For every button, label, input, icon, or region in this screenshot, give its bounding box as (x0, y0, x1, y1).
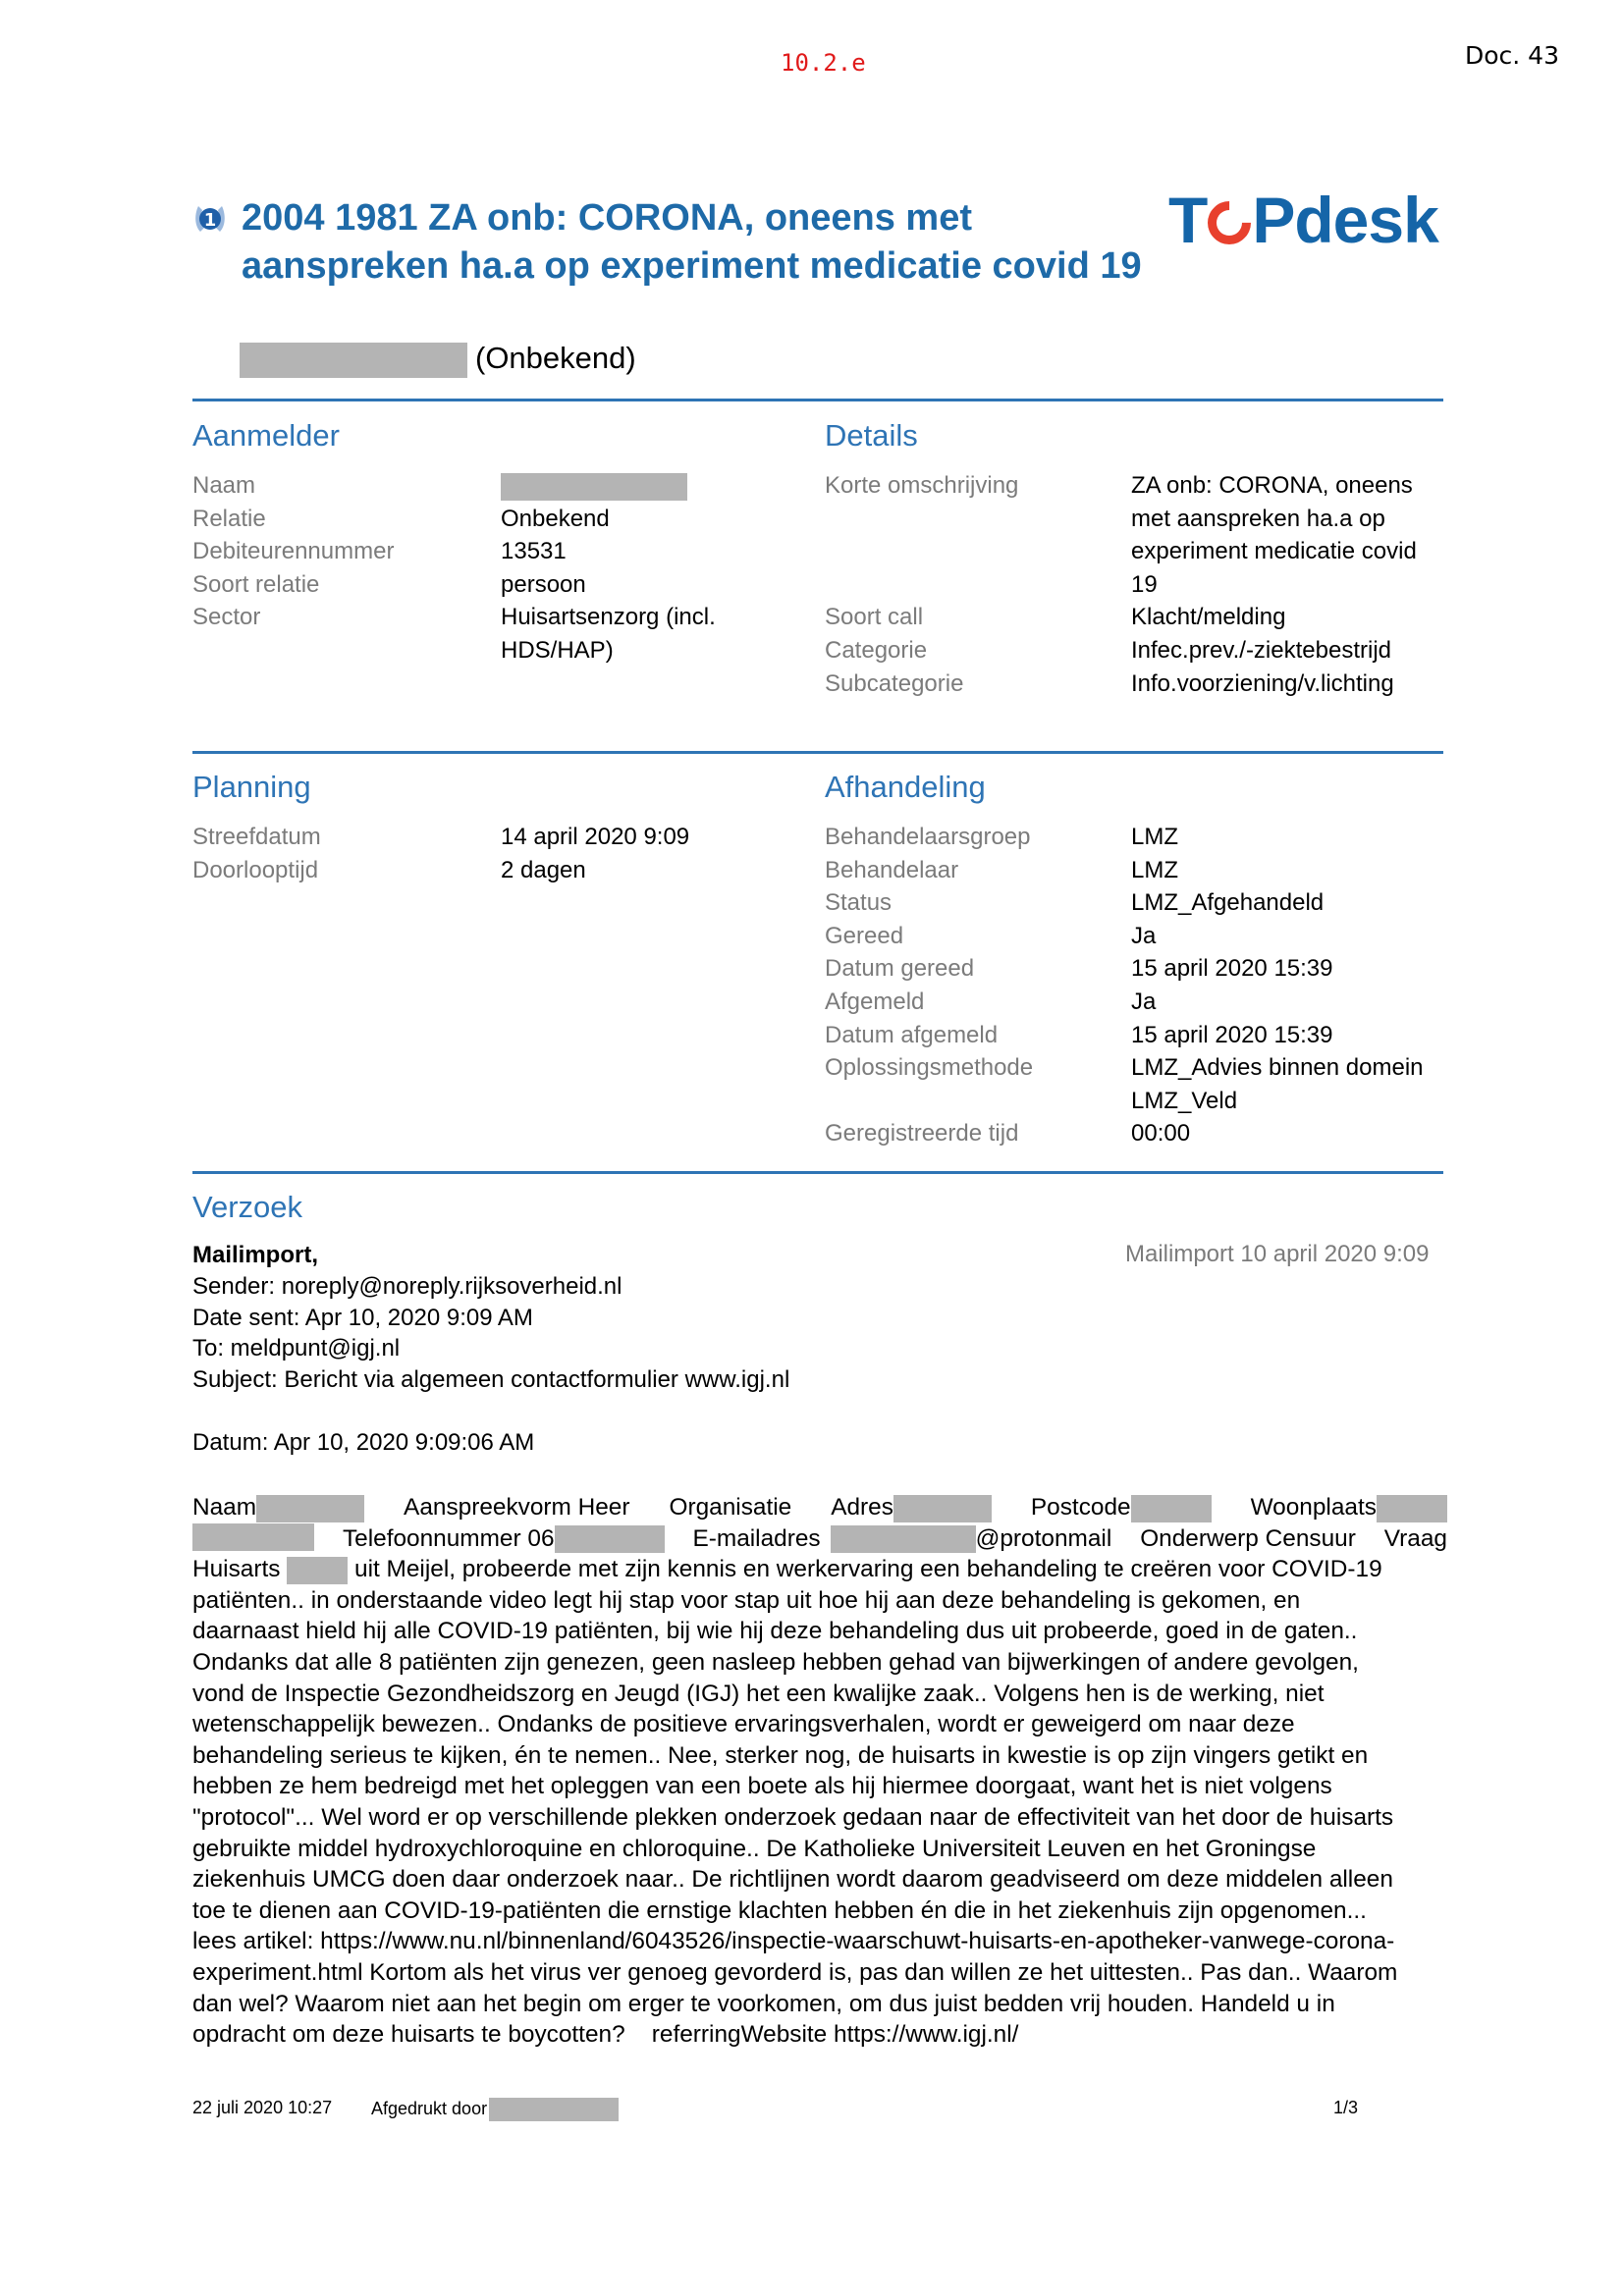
footer-print-date: 22 juli 2020 10:27 (192, 2098, 333, 2117)
form-line: Telefoonnummer 06 E-mailadres @protonmail Onderwerp Censuur Vraag (192, 1523, 1447, 1555)
aanmelder-heading: Aanmelder (192, 418, 340, 453)
svg-text:1: 1 (203, 210, 217, 231)
redacted-caller-name (240, 343, 467, 378)
afhandeling-heading: Afhandeling (825, 770, 986, 804)
aanmelder-fields (192, 469, 782, 667)
section-divider (192, 1171, 1443, 1174)
field-sector: Sector Huisartsenzorg (incl. HDS/HAP) (192, 604, 716, 664)
field-subcategorie: Subcategorie Info.voorziening/v.lichting (825, 669, 1394, 697)
field-naam: Naam (192, 469, 782, 503)
redacted-huisarts (287, 1557, 348, 1584)
body-line: vond de Inspectie Gezondheidszorg en Jeugd (IGJ) het een kwalijke zaak.. Volgens hen is de werking, niet (192, 1680, 1325, 1707)
body-line: experiment.html Kortom als het virus ver genoeg gevorderd is, pas dan willen ze het uittesten.. Pas dan.. Waarom (192, 1958, 1398, 1986)
details-heading: Details (825, 418, 918, 453)
afhandeling-fields (825, 821, 1453, 1150)
field-soort-relatie: Soort relatie persoon (192, 570, 586, 598)
field-behandelaar: Behandelaar LMZ (825, 856, 1178, 883)
field-streefdatum: Streefdatum 14 april 2020 9:09 (192, 824, 690, 850)
verzoek-heading: Verzoek (192, 1190, 303, 1224)
mail-date-sent: Date sent: Apr 10, 2020 9:09 AM (192, 1304, 533, 1331)
doc-number: Doc. 43 (1465, 41, 1559, 70)
field-datum-afgemeld: Datum afgemeld 15 april 2020 15:39 (825, 1021, 1333, 1048)
planning-heading: Planning (192, 770, 311, 804)
mail-subject: Subject: Bericht via algemeen contactformulier www.igj.nl (192, 1366, 790, 1394)
ticket-priority-icon (192, 202, 228, 238)
field-gereed: Gereed Ja (825, 922, 1157, 949)
redacted-woonplaats (1377, 1495, 1447, 1522)
topdesk-logo: T Pdesk (1168, 184, 1438, 256)
form-line: Naam Aanspreekvorm Heer Organisatie Adres Postcode Woonplaats (192, 1492, 1447, 1523)
body-line: ziekenhuis UMCG doen daar onderzoek naar.. De richtlijnen wordt daarom geadviseerd om deze middelen alleen (192, 1866, 1393, 1894)
page-code: 10.2.e (781, 49, 866, 77)
redacted-naam (256, 1495, 364, 1522)
body-line: behandeling serieus te kijken, én te nemen.. Nee, sterker nog, de huisarts in kwestie is op zijn vingers getikt en (192, 1741, 1369, 1769)
ticket-title: 2004 1981 ZA onb: CORONA, oneens met aanspreken ha.a op experiment medicatie covid 19 (242, 197, 1142, 287)
field-categorie: Categorie Infec.prev./-ziektebestrijd (825, 636, 1391, 664)
redacted-printer-name (489, 2098, 619, 2121)
section-divider (192, 751, 1443, 754)
field-soort-call: Soort call Klacht/melding (825, 604, 1286, 631)
mailimport-timestamp: Mailimport 10 april 2020 9:09 (1125, 1241, 1430, 1267)
field-behandelaarsgroep: Behandelaarsgroep LMZ (825, 824, 1178, 850)
section-divider (192, 399, 1443, 401)
mail-datum: Datum: Apr 10, 2020 9:09:06 AM (192, 1428, 535, 1456)
body-line: lees artikel: https://www.nu.nl/binnenland/6043526/inspectie-waarschuwt-huisarts-en-apotheker-vanwege-corona- (192, 1928, 1395, 1955)
field-oplossingsmethode: Oplossingsmethode LMZ_Advies binnen domein LMZ_Veld (825, 1054, 1424, 1114)
field-geregistreerde-tijd: Geregistreerde tijd 00:00 (825, 1120, 1191, 1148)
mail-sender: Sender: noreply@noreply.rijksoverheid.nl (192, 1272, 622, 1300)
field-doorlooptijd: Doorlooptijd 2 dagen (192, 856, 586, 883)
caller-line (240, 341, 636, 378)
field-relatie: Relatie Onbekend (192, 505, 610, 532)
field-afgemeld: Afgemeld Ja (825, 988, 1157, 1015)
body-line: gebruikte middel hydroxychloroquine en chloroquine.. De Katholieke Universiteit Leuven en het Groningse (192, 1835, 1317, 1862)
field-debiteurennummer: Debiteurennummer 13531 (192, 538, 567, 565)
mail-title: Mailimport, (192, 1242, 319, 1268)
field-status: Status LMZ_Afgehandeld (825, 889, 1325, 917)
body-line: patiënten.. in onderstaande video legt hij stap voor stap uit hoe hij aan deze behandeling is gekomen, en (192, 1586, 1301, 1614)
body-line: dan wel? Waarom niet aan het begin om erger te voorkomen, om dus juist bedden vrij houden. Handeld u in (192, 1990, 1335, 2017)
redacted-telefoon (555, 1525, 665, 1553)
redacted-postcode (1131, 1495, 1212, 1522)
request-body (192, 1492, 1447, 2051)
body-line: hebben ze hem bedreigd met het opleggen van een boete als hij hiermee doorgaat, want het is niet volgens (192, 1773, 1332, 1800)
redacted-name (501, 473, 687, 501)
body-line: opdracht om deze huisarts te boycotten? referringWebsite https://www.igj.nl/ (192, 2021, 1019, 2049)
mail-to: To: meldpunt@igj.nl (192, 1335, 401, 1362)
planning-fields (192, 821, 782, 886)
mail-header-block (192, 1240, 1443, 1459)
body-line: wetenschappelijk bewezen.. Ondanks de positieve ervaringsverhalen, wordt er geweigerd om naar deze (192, 1711, 1295, 1738)
body-line: "protocol"... Wel word er op verschillende plekken onderzoek gedaan naar de effectiviteit van het door de huisarts (192, 1803, 1394, 1831)
redacted-email (831, 1525, 976, 1553)
body-line: toe te dienen aan COVID-19-patiënten die ernstige klachten hebben én die in het ziekenhuis zijn opgenomen... (192, 1896, 1367, 1924)
form-line: Huisarts uit Meijel, probeerde met zijn kennis en werkervaring een behandeling te creëren voor COVID-19 (192, 1556, 1382, 1583)
footer-page-number: 1/3 (1333, 2098, 1359, 2117)
redacted-field (192, 1523, 314, 1551)
field-korte-omschrijving: Korte omschrijving ZA onb: CORONA, oneens met aanspreken ha.a op experiment medicatie covid 19 (825, 472, 1417, 598)
body-line: daarnaast hield hij alle COVID-19 patiënten, bij wie hij deze behandeling dus uit probeerde, goed in de gaten.. (192, 1618, 1358, 1645)
details-fields (825, 469, 1453, 700)
body-line: Ondanks dat alle 8 patiënten zijn genezen, geen nasleep hebben gehad van bijwerkingen of andere gevolgen, (192, 1648, 1359, 1676)
footer-printed-by: Afgedrukt door (371, 2098, 619, 2121)
redacted-adres (893, 1495, 992, 1522)
caller-suffix: (Onbekend) (475, 341, 636, 375)
field-datum-gereed: Datum gereed 15 april 2020 15:39 (825, 955, 1333, 983)
